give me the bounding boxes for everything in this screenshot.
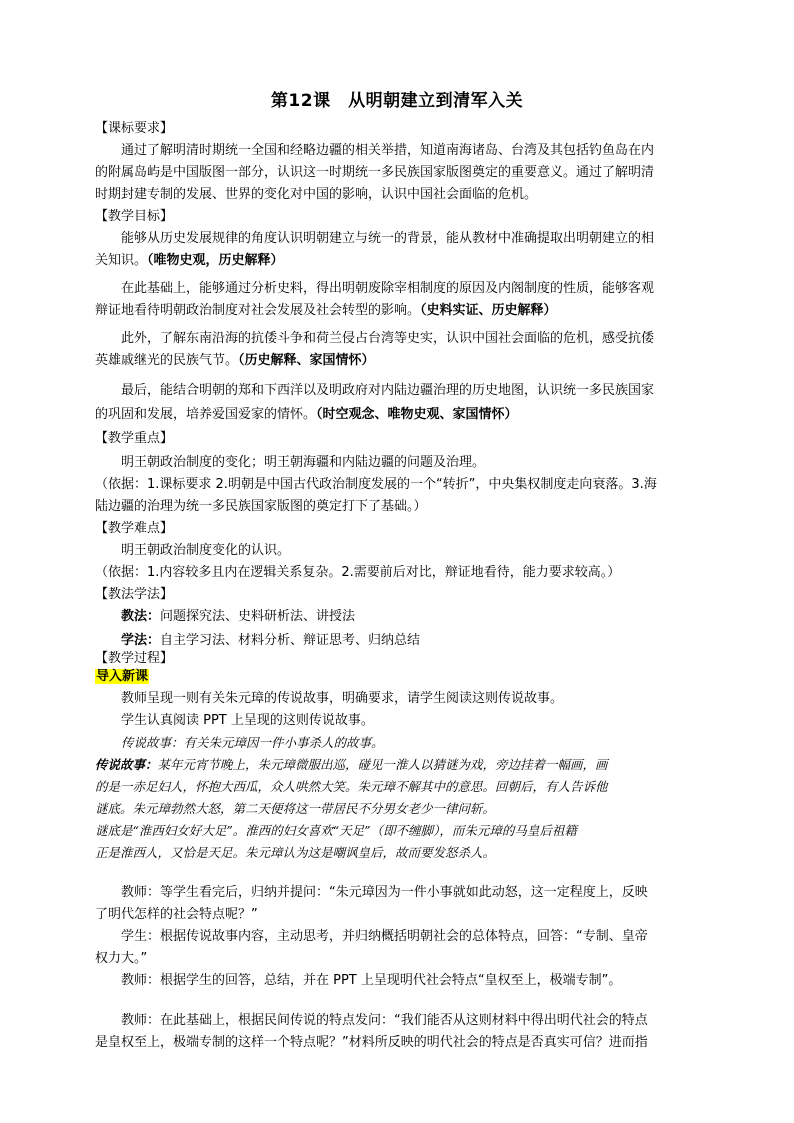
learning-method-label: 学法：: [121, 633, 161, 648]
difficulties-basis: （依据：1.内容较多且内在逻辑关系复杂。2.需要前后对比，辩证地看待，能力要求较高。）: [95, 565, 621, 580]
objective-4-line-1: 最后，能结合明朝的郑和下西洋以及明政府对内陆边疆治理的历史地图，认识统一多民族国家: [121, 383, 655, 398]
teaching-method-label: 教法：: [121, 609, 161, 624]
story-line-5: 正是淮西人，又恰是天足。朱元璋认为这是嘲讽皇后，故而要发怒杀人。: [95, 845, 496, 860]
key-points-text: 明王朝政治制度的变化；明王朝海疆和内陆边疆的问题及治理。: [121, 455, 486, 470]
objective-3-text: 英雄戚继光的民族气节。: [95, 353, 239, 368]
student-answer-line-2: 权力大。”: [95, 951, 148, 966]
objective-1-line-1: 能够从历史发展规律的角度认识明朝建立与统一的背景，能从教材中准确提取出明朝建立的相: [121, 231, 655, 246]
section-heading-objectives: 【教学目标】: [95, 209, 174, 224]
objective-4-line-2: [95, 404, 705, 426]
page-title: 第12课 从明朝建立到清军入关: [270, 91, 524, 111]
section-heading-difficulties: 【教学难点】: [95, 521, 174, 536]
section-heading-standards: 【课标要求】: [95, 121, 174, 136]
objective-4-tag: （时空观念、唯物史观、家国情怀）: [316, 407, 518, 422]
process-line-2: 学生认真阅读 PPT 上呈现的这则传说故事。: [121, 713, 374, 728]
story-line-4: 谜底是“淮西妇女好大足”。淮西的妇女喜欢“天足”（即不缠脚），而朱元璋的马皇后祖籍: [95, 823, 577, 838]
objective-2-tag: （史料实证、历史解释）: [420, 303, 557, 318]
teacher-question-line-2: 了明代怎样的社会特点呢？”: [95, 907, 258, 922]
story-line-3: 谜底。朱元璋勃然大怒，第二天便将这一带居民不分男女老少一律问斩。: [95, 801, 496, 816]
objective-3-tag: （历史解释、家国情怀）: [238, 353, 375, 368]
objective-4-text: 的巩固和发展，培养爱国爱家的情怀。: [95, 407, 317, 422]
learning-method-text: 自主学习法、材料分析、辩证思考、归纳总结: [160, 633, 421, 648]
teacher-followup-line-2: 是皇权至上，极端专制的这样一个特点呢？”材料所反映的明代社会的特点是否真实可信？进而指: [95, 1035, 648, 1050]
section-heading-key-points: 【教学重点】: [95, 431, 174, 446]
objective-1-line-2: [95, 250, 705, 272]
objective-3-line-2: [95, 350, 705, 372]
key-points-basis-line-2: 陆边疆的治理为统一多民族国家版图的奠定打下了基础。）: [95, 499, 427, 514]
section-heading-methods: 【教法学法】: [95, 587, 174, 602]
process-line-1: 教师呈现一则有关朱元璋的传说故事，明确要求，请学生阅读这则传说故事。: [121, 691, 564, 706]
teaching-method-line: [121, 606, 705, 628]
story-title: 传说故事：有关朱元璋因一件小事杀人的故事。: [121, 735, 384, 750]
objective-2-line-1: 在此基础上，能够通过分析史料，得出明朝废除宰相制度的原因及内阁制度的性质，能够客观: [121, 281, 655, 296]
teaching-method-text: 问题探究法、史料研析法、讲授法: [160, 609, 356, 624]
key-points-basis-line-1: （依据：1.课标要求 2.明朝是中国古代政治制度发展的一个“转折”，中央集权制度走向衰落。3.海: [95, 477, 657, 492]
objective-1-tag: （唯物史观，历史解释）: [147, 253, 284, 268]
teacher-question-line-1: 教师：等学生看完后，归纳并提问：“朱元璋因为一件小事就如此动怒，这一定程度上，反映: [121, 885, 648, 900]
standards-line-3: 时期封建专制的发展、世界的变化对中国的影响，认识中国社会面临的危机。: [95, 187, 538, 202]
story-line-1: [95, 754, 705, 776]
story-line-1-text: 某年元宵节晚上，朱元璋微服出巡，碰见一淮人以猜谜为戏，旁边挂着一幅画，画: [157, 757, 608, 772]
difficulties-text: 明王朝政治制度变化的认识。: [121, 543, 291, 558]
story-line-2: 的是一赤足妇人，怀抱大西瓜，众人哄然大笑。朱元璋不解其中的意思。回朝后，有人告诉他: [95, 779, 608, 794]
objective-2-text: 辩证地看待明朝政治制度对社会发展及社会转型的影响。: [95, 303, 421, 318]
standards-line-2: 的附属岛屿是中国版图一部分，认识这一时期统一多民族国家版图奠定的重要意义。通过了解明清: [95, 165, 655, 180]
story-label: 传说故事：: [95, 757, 158, 772]
objective-2-line-2: [95, 300, 705, 322]
teacher-followup-line-1: 教师：在此基础上，根据民间传说的特点发问：“我们能否从这则材料中得出明代社会的特点: [121, 1013, 648, 1028]
objective-1-text: 关知识。: [95, 253, 148, 268]
standards-line-1: 通过了解明清时期统一全国和经略边疆的相关举措，知道南海诸岛、台湾及其包括钓鱼岛在内: [121, 143, 655, 158]
intro-highlight-tag: 导入新课: [96, 669, 149, 684]
student-answer-line-1: 学生：根据传说故事内容，主动思考，并归纳概括明朝社会的总体特点，回答：“专制、皇帝: [121, 929, 648, 944]
teacher-summary-line: 教师：根据学生的回答，总结，并在 PPT 上呈现明代社会特点“皇权至上，极端专制”。: [121, 973, 622, 988]
intro-line: [95, 666, 705, 688]
section-heading-process: 【教学过程】: [95, 651, 174, 666]
objective-3-line-1: 此外，了解东南沿海的抗倭斗争和荷兰侵占台湾等史实，认识中国社会面临的危机，感受抗倭: [121, 331, 655, 346]
